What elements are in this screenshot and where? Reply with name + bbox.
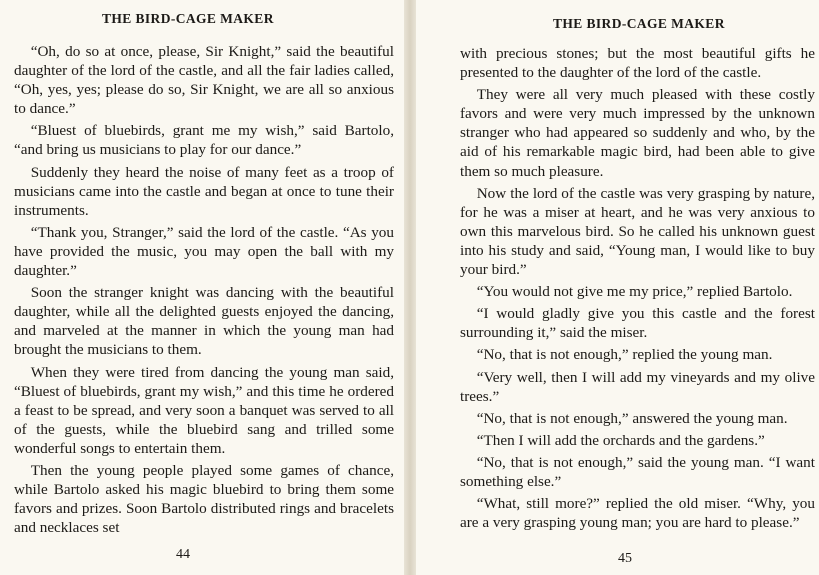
running-head: THE BIRD-CAGE MAKER	[102, 11, 274, 26]
page-number: 44	[176, 547, 190, 562]
paragraph: “Then I will add the orchards and the gardens.”	[476, 431, 765, 449]
paragraph: When they were tired from dancing the young man said, “Bluest of bluebirds, grant my wish,” and this time he ordered a feast to be spread, and very soon a banquet was served to all of the guests, while the bluebird sang and trilled some wonderful songs to entertain them.	[14, 363, 394, 457]
paragraph: Now the lord of the castle was very grasping by nature, for he was a miser at heart, and he was very anxious to own this marvelous bird. So he called his unknown guest into his study and said, “Young man, I would like to buy your bird.”	[460, 184, 815, 279]
running-head: THE BIRD-CAGE MAKER	[553, 16, 725, 31]
paragraph: “Very well, then I will add my vineyards and my olive trees.”	[460, 368, 815, 405]
right-page	[416, 0, 819, 575]
page-body	[14, 42, 394, 540]
paragraph: “What, still more?” replied the old miser. “Why, you are a very grasping young man; you are hard to please.”	[460, 495, 815, 532]
continued-paragraph: with precious stones; but the most beautiful gifts he presented to the daughter of the lord of the castle.	[460, 45, 815, 82]
paragraph: “Bluest of bluebirds, grant me my wish,” said Bartolo, “and bring us musicians to play for our dance.”	[14, 122, 394, 159]
paragraph: Suddenly they heard the noise of many feet as a troop of musicians came into the castle and began at once to tune their instruments.	[14, 163, 394, 219]
paragraph: “I would gladly give you this castle and the forest surrounding it,” said the miser.	[460, 305, 815, 342]
paragraph: Then the young people played some games of chance, while Bartolo asked his magic bluebird to bring them some favors and prizes. Soon Bartolo distributed rings and bracelets and necklaces set	[14, 461, 394, 537]
paragraph: “You would not give me my price,” replied Bartolo.	[476, 283, 793, 301]
paragraph: “No, that is not enough,” replied the young man.	[476, 346, 773, 364]
page-number: 45	[618, 551, 632, 566]
paragraph: “Thank you, Stranger,” said the lord of the castle. “As you have provided the music, you may open the ball with my daughter.”	[14, 223, 394, 280]
paragraph: Soon the stranger knight was dancing with the beautiful daughter, while all the delighted guests enjoyed the dancing, and marveled at the manner in which the young man had brought the musicians to them.	[14, 284, 394, 359]
paragraph: “No, that is not enough,” answered the young man.	[476, 409, 788, 427]
left-page	[0, 0, 404, 575]
paragraph: “No, that is not enough,” said the young man. “I want something else.”	[460, 453, 815, 490]
page-body	[460, 44, 815, 535]
paragraph: They were all very much pleased with these costly favors and were very much impressed by the unknown stranger who had appeared so suddenly and who, by the aid of his remarkable magic bird, had been able to give them so much pleasure.	[460, 86, 815, 180]
paragraph: “Oh, do so at once, please, Sir Knight,” said the beautiful daughter of the lord of the castle, and all the fair ladies called, “Oh, yes, yes; please do so, Sir Knight, we are all so anxious to dance.”	[14, 43, 394, 118]
book-gutter	[404, 0, 416, 575]
